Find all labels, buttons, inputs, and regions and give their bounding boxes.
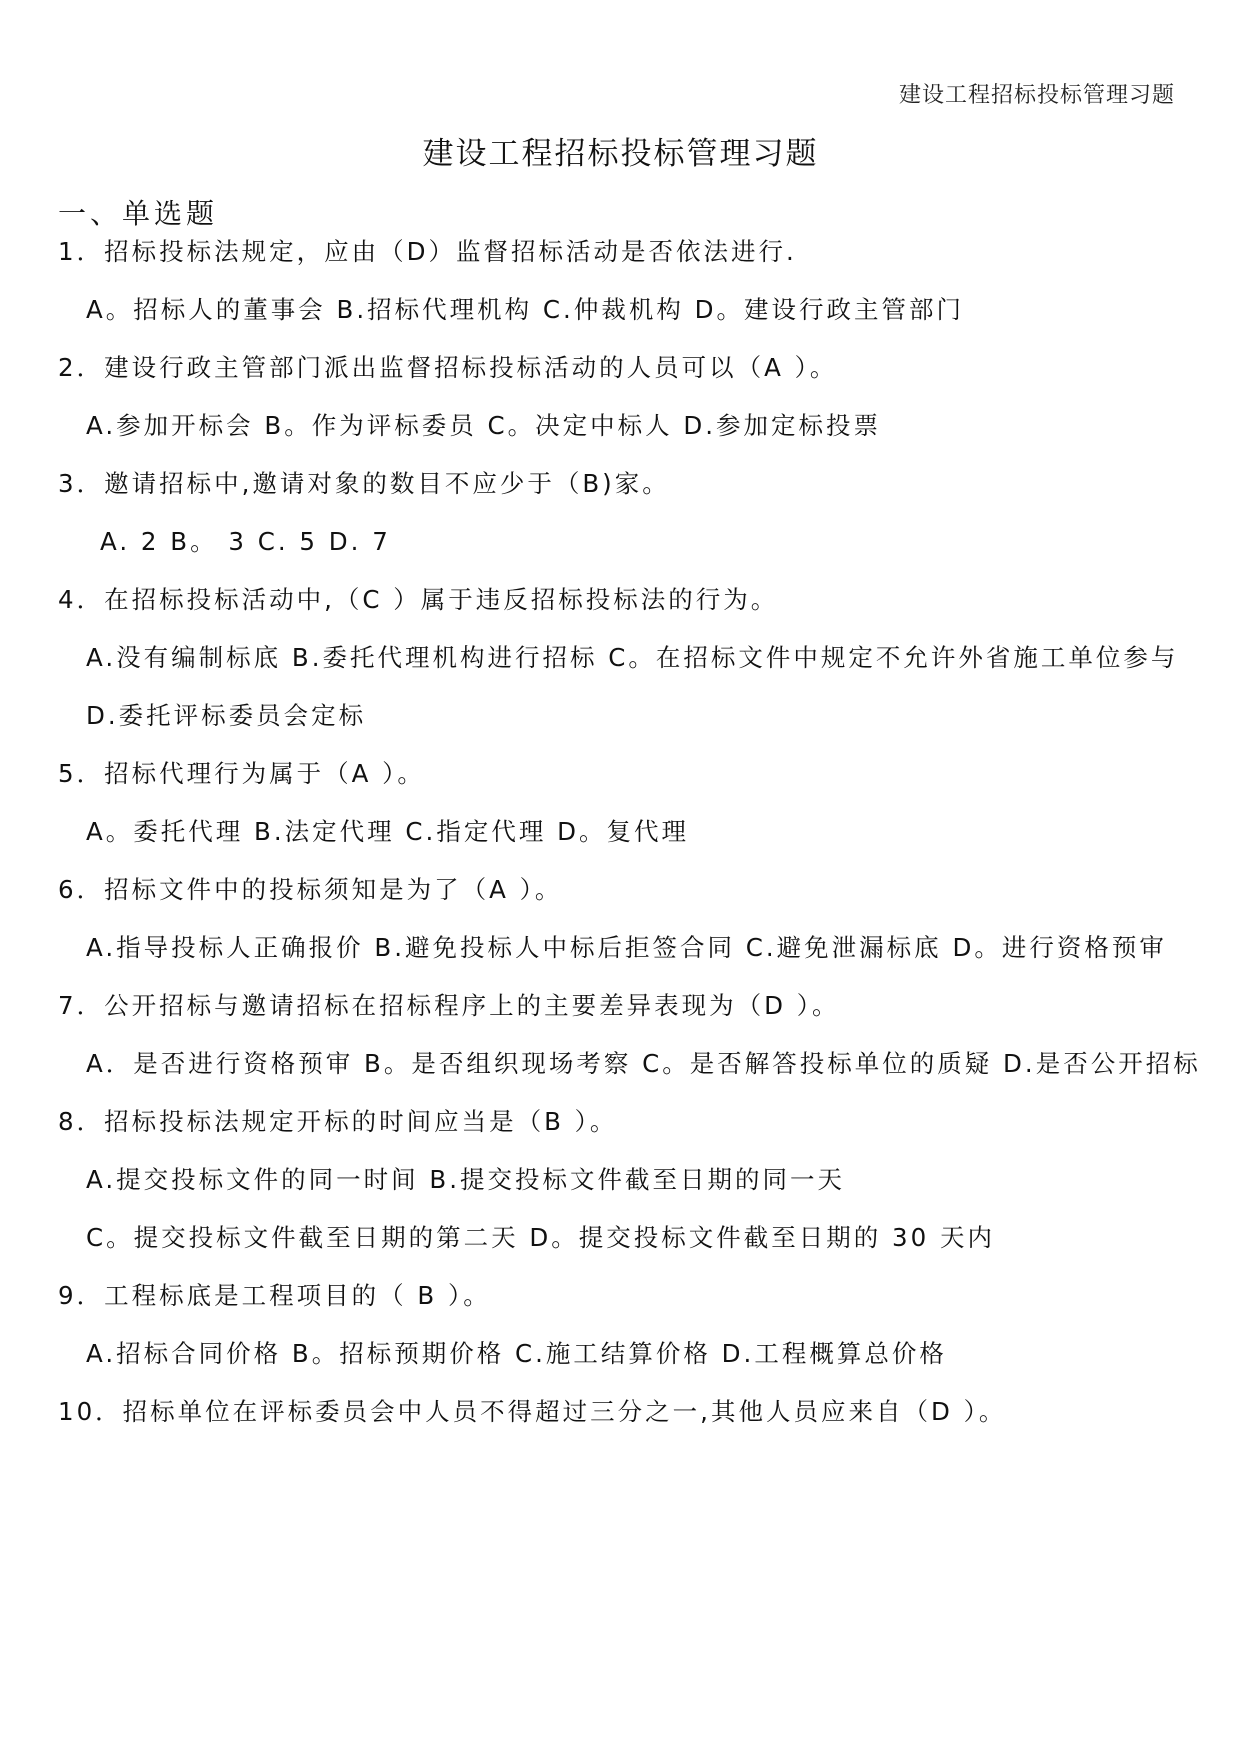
options-9: A.招标合同价格 B。招标预期价格 C.施工结算价格 D.工程概算总价格 (86, 1339, 947, 1368)
question-6: 6．招标文件中的投标须知是为了（A ）。 (58, 875, 563, 904)
question-8: 8．招标投标法规定开标的时间应当是（B ）。 (58, 1107, 618, 1136)
options-7: A．是否进行资格预审 B。是否组织现场考察 C。是否解答投标单位的质疑 D.是否公开招标 (86, 1049, 1201, 1078)
options-6: A.指导投标人正确报价 B.避免投标人中标后拒签合同 C.避免泄漏标底 D。进行资格预审 (86, 933, 1167, 962)
question-2: 2．建设行政主管部门派出监督招标投标活动的人员可以（A ）。 (58, 353, 838, 382)
section-heading: 一、单选题 (58, 197, 219, 230)
question-3: 3．邀请招标中,邀请对象的数目不应少于（B)家。 (58, 469, 670, 498)
options-8-line-2: C。提交投标文件截至日期的第二天 D。提交投标文件截至日期的 30 天内 (86, 1223, 996, 1252)
options-2: A.参加开标会 B。作为评标委员 C。决定中标人 D.参加定标投票 (86, 411, 882, 440)
options-3: A. 2 B。 3 C. 5 D. 7 (100, 527, 391, 556)
question-4: 4．在招标投标活动中,（C ）属于违反招标投标法的行为。 (58, 585, 779, 614)
question-5: 5．招标代理行为属于（A ）。 (58, 759, 425, 788)
running-header: 建设工程招标投标管理习题 (898, 83, 1175, 108)
question-9: 9．工程标底是工程项目的（ B ）。 (58, 1281, 491, 1310)
question-10: 10．招标单位在评标委员会中人员不得超过三分之一,其他人员应来自（D ）。 (58, 1397, 1007, 1426)
options-4-line-2: D.委托评标委员会定标 (86, 701, 367, 730)
options-4-line-1: A.没有编制标底 B.委托代理机构进行招标 C。在招标文件中规定不允许外省施工单位参与 (86, 643, 1179, 672)
page-title: 建设工程招标投标管理习题 (422, 136, 819, 172)
options-8-line-1: A.提交投标文件的同一时间 B.提交投标文件截至日期的同一天 (86, 1165, 845, 1194)
question-1: 1．招标投标法规定，应由（D）监督招标活动是否依法进行. (58, 237, 797, 266)
options-1: A。招标人的董事会 B.招标代理机构 C.仲裁机构 D。建设行政主管部门 (86, 295, 964, 324)
question-7: 7．公开招标与邀请招标在招标程序上的主要差异表现为（D ）。 (58, 991, 840, 1020)
options-5: A。委托代理 B.法定代理 C.指定代理 D。复代理 (86, 817, 689, 846)
